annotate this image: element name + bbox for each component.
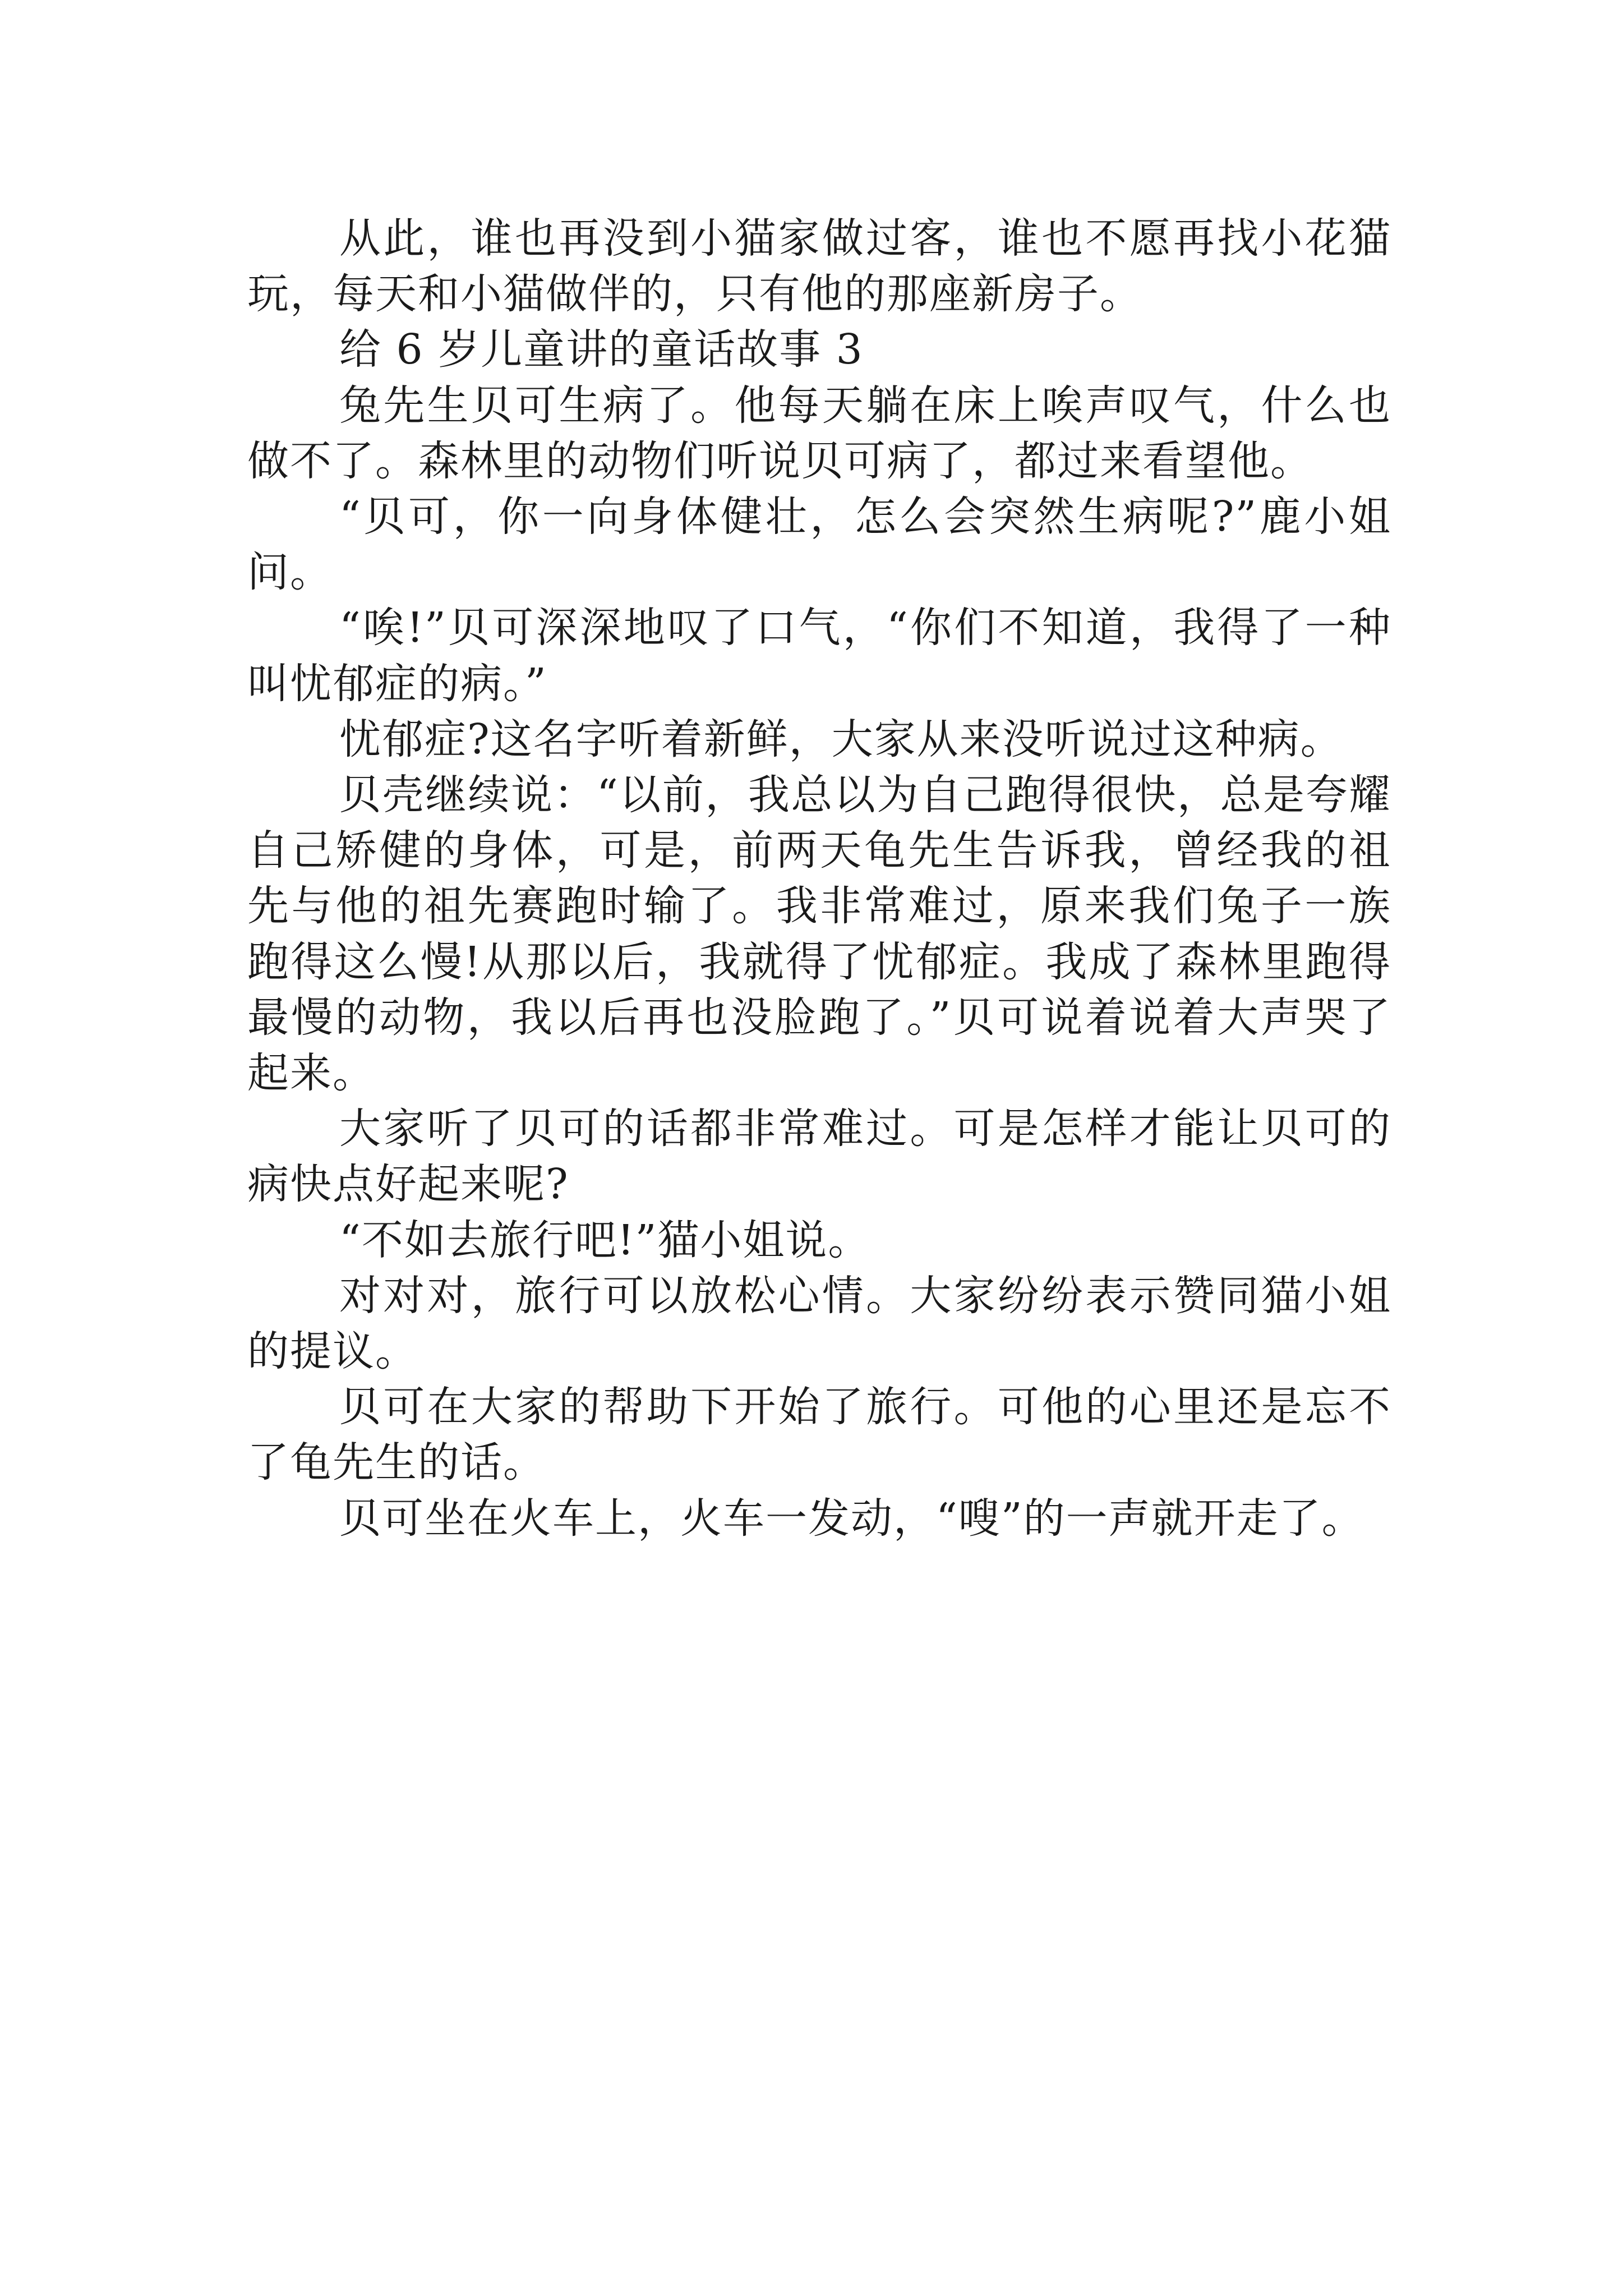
paragraph: “贝可，你一向身体健壮，怎么会突然生病呢?”鹿小姐问。 xyxy=(247,493,1391,597)
paragraph: 贝壳继续说：“以前，我总以为自己跑得很快，总是夸耀自己矫健的身体，可是，前两天龟先生告诉我，曾经我的祖先与他的祖先赛跑时输了。我非常难过，原来我们兔子一族跑得这么慢!从那以后，我就得了忧郁症。我成了森林里跑得最慢的动物，我以后再也没脸跑了。”贝可说着说着大声哭了起来。 xyxy=(247,771,1391,1098)
document-body xyxy=(247,211,1391,1547)
paragraph: 贝可在大家的帮助下开始了旅行。可他的心里还是忘不了龟先生的话。 xyxy=(247,1383,1391,1487)
paragraph: 对对对，旅行可以放松心情。大家纷纷表示赞同猫小姐的提议。 xyxy=(247,1271,1391,1376)
paragraph: “不如去旅行吧!”猫小姐说。 xyxy=(339,1216,871,1264)
section-heading: 给 6 岁儿童讲的童话故事 3 xyxy=(339,325,864,374)
paragraph: “唉!”贝可深深地叹了口气，“你们不知道，我得了一种叫忧郁症的病。” xyxy=(247,604,1391,708)
paragraph: 从此，谁也再没到小猫家做过客，谁也不愿再找小花猫玩，每天和小猫做伴的，只有他的那座新房子。 xyxy=(247,214,1391,319)
paragraph: 忧郁症?这名字听着新鲜，大家从来没听说过这种病。 xyxy=(339,715,1343,763)
paragraph: 贝可坐在火车上，火车一发动，“嗖”的一声就开走了。 xyxy=(339,1494,1364,1543)
paragraph: 大家听了贝可的话都非常难过。可是怎样才能让贝可的病快点好起来呢? xyxy=(247,1105,1391,1209)
paragraph: 兔先生贝可生病了。他每天躺在床上唉声叹气，什么也做不了。森林里的动物们听说贝可病了，都过来看望他。 xyxy=(247,381,1391,485)
